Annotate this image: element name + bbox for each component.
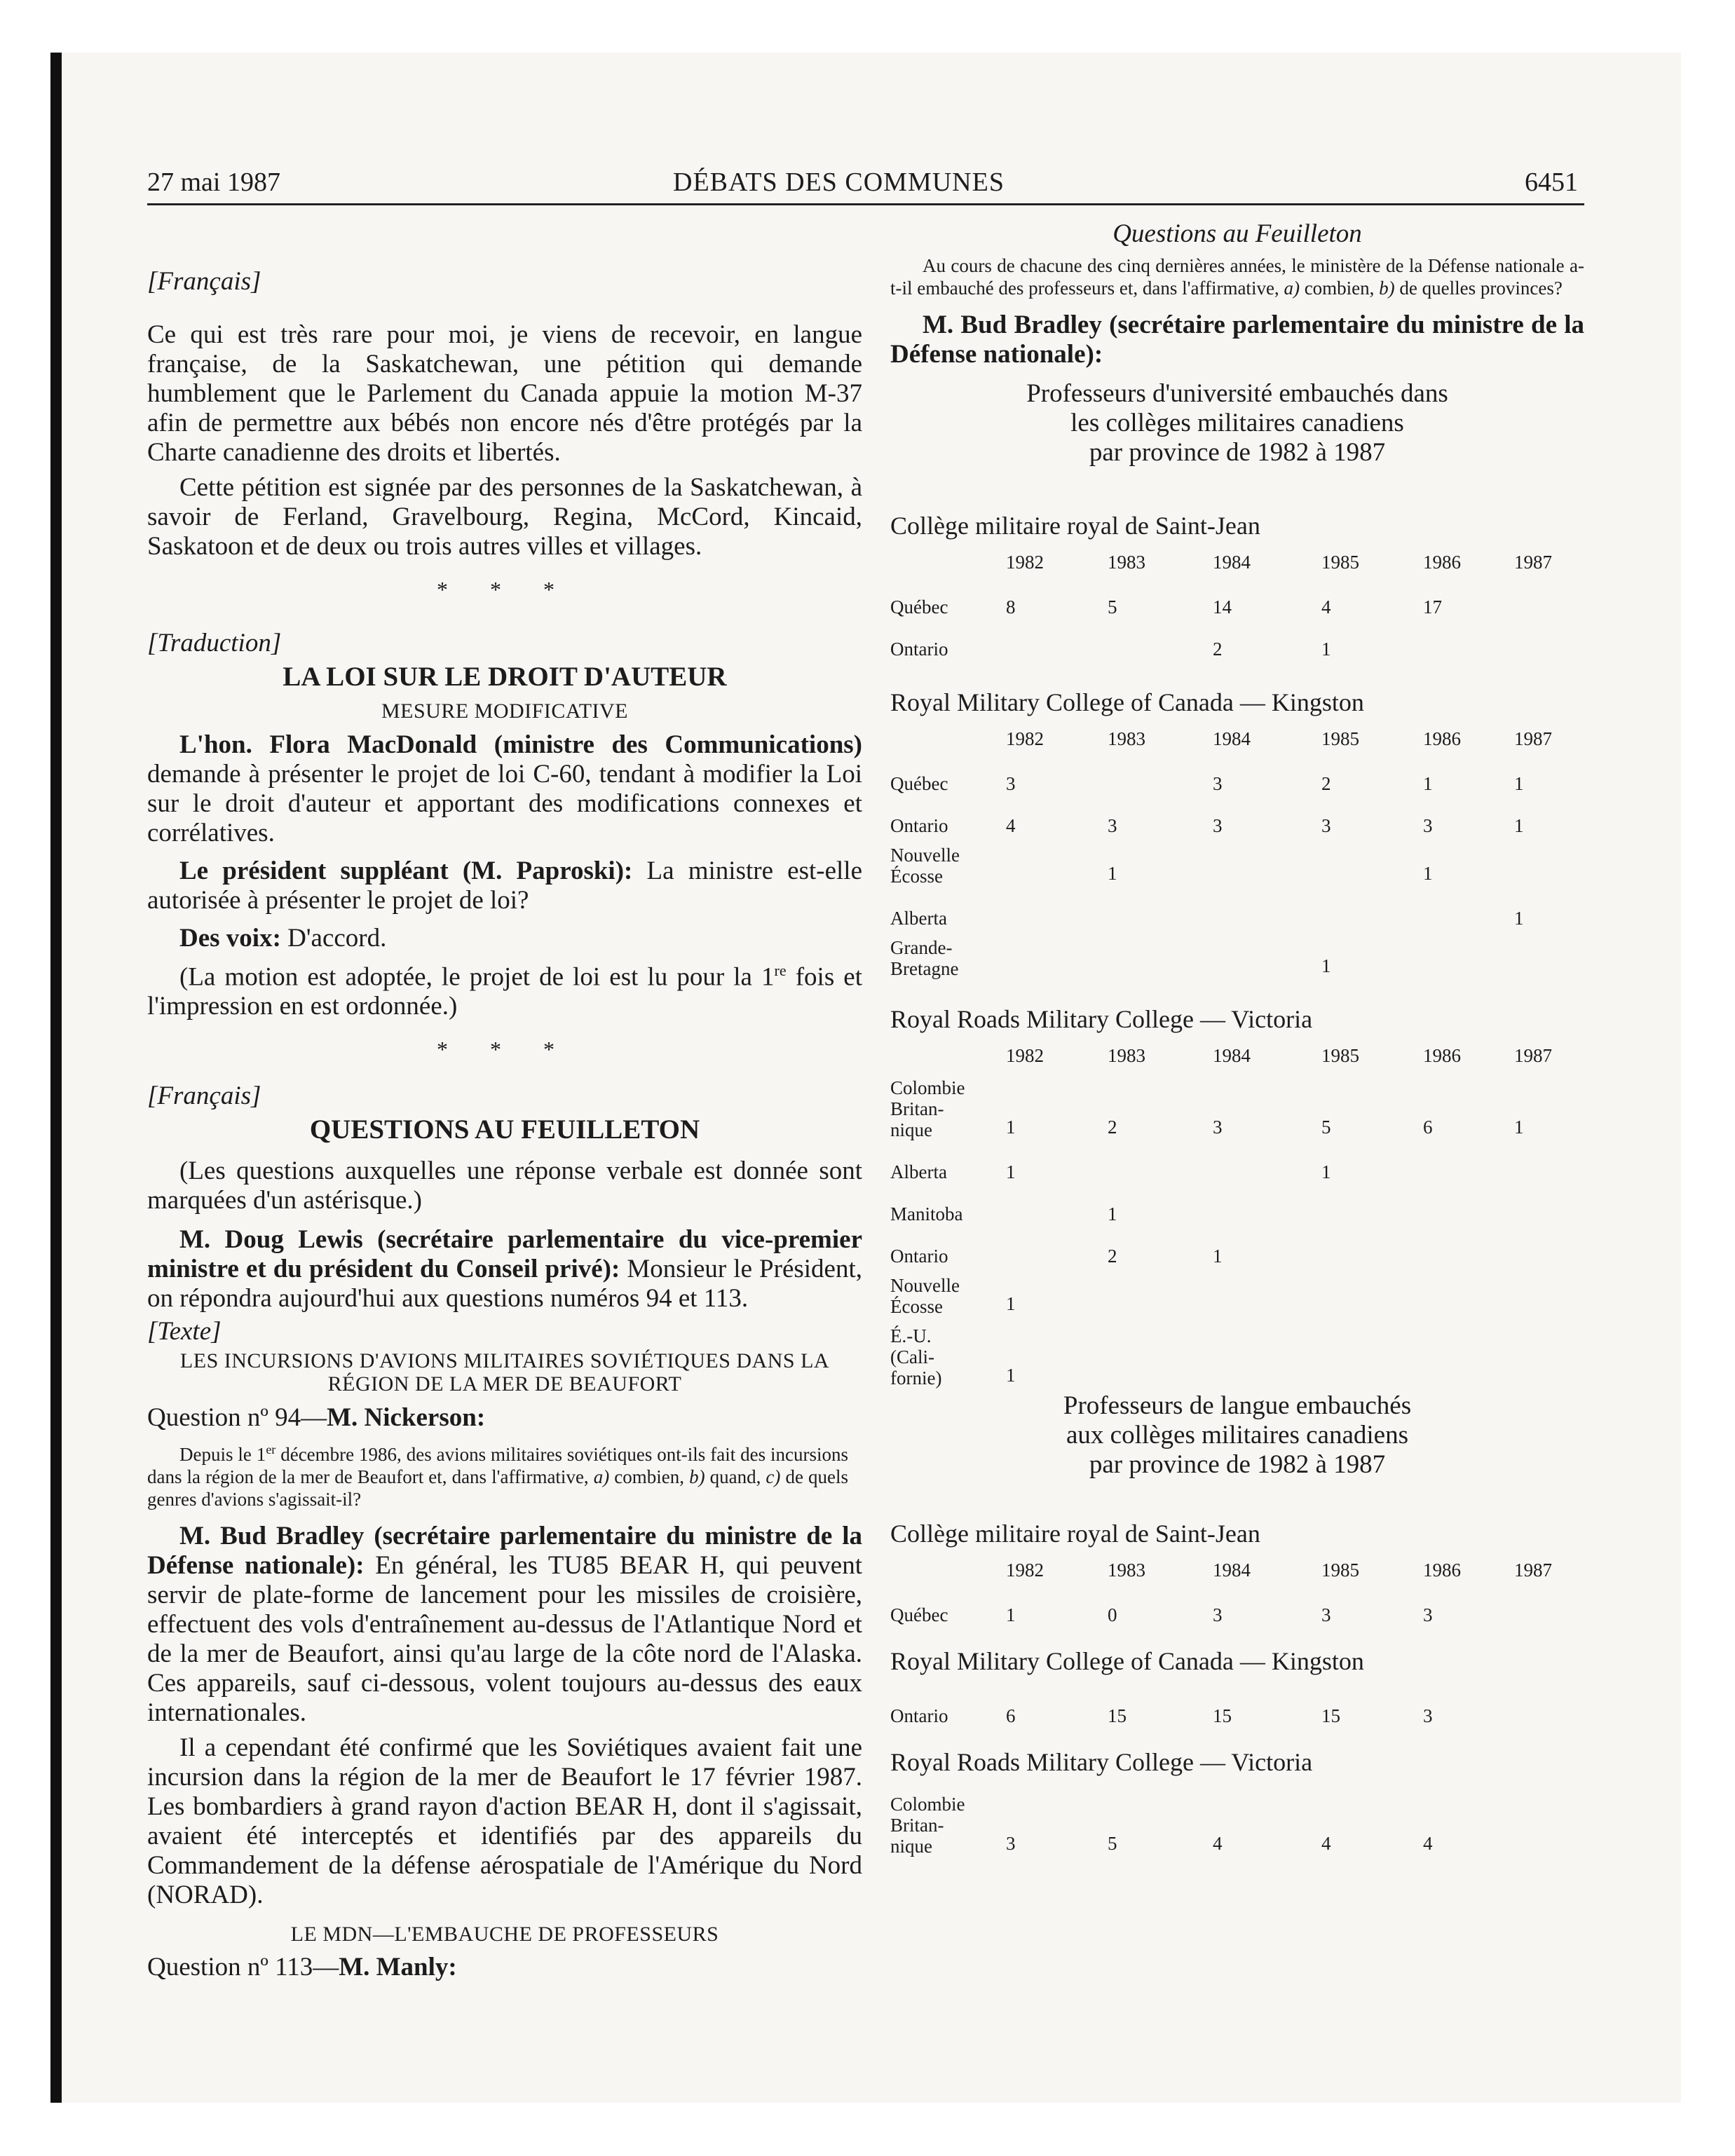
row-label: Ontario bbox=[890, 639, 948, 660]
row-label: Alberta bbox=[890, 1161, 947, 1182]
year-header: 1985 bbox=[1321, 552, 1359, 573]
questions-note: (Les questions auxquelles une réponse verbale est donnée sont marquées d'un astérisque.) bbox=[147, 1157, 862, 1215]
table-cell: 1 bbox=[1006, 1365, 1016, 1386]
row-label: Québec bbox=[890, 1604, 948, 1625]
section-separator: * * * bbox=[437, 1037, 573, 1063]
table-cell: 5 bbox=[1321, 1117, 1331, 1138]
row-label: Ontario bbox=[890, 1246, 948, 1267]
header-rule bbox=[147, 203, 1584, 205]
president-paragraph bbox=[147, 857, 862, 915]
table-row bbox=[890, 796, 1584, 836]
speech-text: La ministre est-elle autorisée à présenter le projet de loi? bbox=[147, 857, 862, 915]
language-marker-francais: [Français] bbox=[147, 1082, 261, 1111]
year-header: 1987 bbox=[1514, 1560, 1552, 1581]
year-header: 1986 bbox=[1423, 1560, 1461, 1581]
section-separator: * * * bbox=[437, 577, 573, 602]
year-header: 1984 bbox=[1213, 552, 1251, 573]
speaker-name: M. Bud Bradley (secrétaire parlementaire du ministre de la Défense nationale): bbox=[890, 311, 1584, 369]
year-header: 1986 bbox=[1423, 728, 1461, 749]
year-header-row bbox=[890, 1045, 1584, 1069]
table-l-victoria bbox=[890, 1747, 1584, 1857]
table-row bbox=[890, 1070, 1584, 1140]
language-marker-francais: [Français] bbox=[147, 267, 261, 296]
table-title: Collège militaire royal de Saint-Jean bbox=[890, 512, 1260, 540]
table-title: Royal Military College of Canada — Kingston bbox=[890, 688, 1364, 716]
header-title: DÉBATS DES COMMUNES bbox=[673, 168, 1005, 197]
table-row bbox=[890, 888, 1584, 929]
year-header: 1983 bbox=[1108, 728, 1145, 749]
year-header: 1987 bbox=[1514, 728, 1552, 749]
table-cell: 1 bbox=[1423, 863, 1433, 884]
table-cell: 1 bbox=[1514, 815, 1524, 836]
table-cell: 1 bbox=[1514, 908, 1524, 929]
table-title: Collège militaire royal de Saint-Jean bbox=[890, 1520, 1260, 1548]
table-cell: 15 bbox=[1213, 1705, 1232, 1726]
speech-text: Monsieur le Président, on répondra aujourd'hui aux questions numéros 94 et 113. bbox=[147, 1255, 863, 1314]
loi-subheading: MESURE MODIFICATIVE bbox=[381, 700, 628, 723]
table-cell: 1 bbox=[1213, 1246, 1223, 1267]
table-cell: 3 bbox=[1213, 815, 1223, 836]
right-column bbox=[890, 210, 1584, 1857]
table-row bbox=[890, 1686, 1584, 1726]
row-label: Alberta bbox=[890, 908, 947, 929]
table-cell: 14 bbox=[1213, 596, 1232, 618]
table-cell: 3 bbox=[1006, 773, 1016, 794]
speech-text: D'accord. bbox=[287, 924, 387, 953]
table-cell: 4 bbox=[1423, 1833, 1433, 1854]
table-cell: 1 bbox=[1321, 1161, 1331, 1182]
table-cell: 6 bbox=[1423, 1117, 1433, 1138]
table-l-stjean bbox=[890, 1519, 1584, 1625]
table-cell: 1 bbox=[1108, 863, 1117, 884]
language-marker-texte: [Texte] bbox=[147, 1317, 222, 1346]
row-label: Nouvelle Écosse bbox=[890, 1275, 960, 1317]
table-cell: 1 bbox=[1006, 1293, 1016, 1314]
year-header: 1983 bbox=[1108, 1560, 1145, 1581]
year-header-row bbox=[890, 1560, 1584, 1583]
scan-edge bbox=[50, 53, 62, 2103]
year-header: 1985 bbox=[1321, 1560, 1359, 1581]
row-label: Grande- Bretagne bbox=[890, 937, 959, 979]
table-cell: 3 bbox=[1423, 1604, 1433, 1625]
table-row bbox=[890, 838, 1584, 887]
year-header: 1987 bbox=[1514, 552, 1552, 573]
table-cell: 1 bbox=[1006, 1161, 1016, 1182]
year-header: 1985 bbox=[1321, 1045, 1359, 1066]
petition-signers-paragraph: Cette pétition est signée par des personnes de la Saskatchewan, à savoir de Ferland, Gravelbourg, Regina, McCord, Kincaid, Saskatoon et de deux ou trois autres villes et villages. bbox=[147, 473, 862, 561]
speaker-name: L'hon. Flora MacDonald (ministre des Communications) bbox=[179, 730, 862, 759]
row-label: Québec bbox=[890, 596, 948, 618]
table-cell: 1 bbox=[1108, 1203, 1117, 1224]
table-cell: 1 bbox=[1321, 955, 1331, 976]
header-date: 27 mai 1987 bbox=[147, 168, 280, 197]
table-cell: 4 bbox=[1213, 1833, 1223, 1854]
table-cell: 15 bbox=[1321, 1705, 1340, 1726]
year-header: 1982 bbox=[1006, 552, 1044, 573]
year-header: 1983 bbox=[1108, 552, 1145, 573]
university-table-title: Professeurs d'université embauchés dans les collèges militaires canadiens par province de 1982 à 1987 bbox=[1026, 379, 1448, 467]
table-cell: 6 bbox=[1006, 1705, 1016, 1726]
row-label: Colombie Britan- nique bbox=[890, 1794, 965, 1857]
table-u-stjean bbox=[890, 511, 1584, 660]
table-cell: 3 bbox=[1423, 815, 1433, 836]
table-u-victoria bbox=[890, 1004, 1584, 1389]
flora-paragraph bbox=[147, 730, 862, 848]
table-cell: 2 bbox=[1108, 1246, 1117, 1267]
running-head: Questions au Feuilleton bbox=[1113, 219, 1362, 248]
table-cell: 3 bbox=[1321, 1604, 1331, 1625]
year-header: 1984 bbox=[1213, 728, 1251, 749]
table-cell: 5 bbox=[1108, 596, 1117, 618]
table-cell: 1 bbox=[1423, 773, 1433, 794]
mdn-heading: LE MDN—L'EMBAUCHE DE PROFESSEURS bbox=[290, 1923, 719, 1946]
question-94-heading: Question nº 94—M. Nickerson: bbox=[147, 1403, 486, 1433]
table-cell: 3 bbox=[1006, 1833, 1016, 1854]
table-cell: 3 bbox=[1213, 1117, 1223, 1138]
question-94-text: Depuis le 1er décembre 1986, des avions militaires soviétiques ont-ils fait des incursions dans la région de la mer de Beaufort et, dans l'affirmative, a) combien, b) quand, c) de quels genres d'avions s'agissait-il? bbox=[147, 1442, 849, 1510]
table-row bbox=[890, 1184, 1584, 1224]
table-cell: 1 bbox=[1006, 1117, 1016, 1138]
language-table-title: Professeurs de langue embauchés aux collèges militaires canadiens par province de 1982 à 1987 bbox=[1063, 1391, 1412, 1479]
year-header: 1986 bbox=[1423, 552, 1461, 573]
table-row bbox=[890, 930, 1584, 979]
table-cell: 3 bbox=[1321, 815, 1331, 836]
table-row bbox=[890, 619, 1584, 660]
row-label: Manitoba bbox=[890, 1203, 963, 1224]
table-cell: 8 bbox=[1006, 596, 1016, 618]
table-row bbox=[890, 1585, 1584, 1625]
table-l-kingston bbox=[890, 1646, 1584, 1726]
table-cell: 1 bbox=[1514, 773, 1524, 794]
speaker-name: M. Doug Lewis (secrétaire parlementaire du vice-premier ministre et du président du Conseil privé): bbox=[147, 1225, 862, 1284]
lewis-paragraph bbox=[147, 1225, 862, 1314]
table-cell: 3 bbox=[1213, 773, 1223, 794]
year-header: 1982 bbox=[1006, 1560, 1044, 1581]
table-row bbox=[890, 577, 1584, 618]
table-cell: 2 bbox=[1213, 639, 1223, 660]
table-cell: 3 bbox=[1213, 1604, 1223, 1625]
bradley-answer-paragraph bbox=[147, 1522, 862, 1728]
table-title: Royal Roads Military College — Victoria bbox=[890, 1005, 1313, 1033]
table-cell: 3 bbox=[1108, 815, 1117, 836]
table-row bbox=[890, 1787, 1584, 1857]
table-row bbox=[890, 1318, 1584, 1389]
table-cell: 4 bbox=[1321, 1833, 1331, 1854]
left-column bbox=[147, 210, 862, 1982]
table-row bbox=[890, 1142, 1584, 1182]
incursions-heading: LES INCURSIONS D'AVIONS MILITAIRES SOVIÉTIQUES DANS LA RÉGION DE LA MER DE BEAUFORT bbox=[179, 1349, 830, 1396]
row-label: Nouvelle Écosse bbox=[890, 845, 960, 887]
year-header: 1985 bbox=[1321, 728, 1359, 749]
table-cell: 1 bbox=[1006, 1604, 1016, 1625]
row-label: Colombie Britan- nique bbox=[890, 1077, 965, 1140]
table-cell: 1 bbox=[1514, 1117, 1524, 1138]
table-cell: 2 bbox=[1108, 1117, 1117, 1138]
speaker-name: M. Bud Bradley (secrétaire parlementaire du ministre de la Défense nationale): bbox=[147, 1522, 862, 1581]
year-header: 1984 bbox=[1213, 1045, 1251, 1066]
table-cell: 1 bbox=[1321, 639, 1331, 660]
year-header: 1983 bbox=[1108, 1045, 1145, 1066]
questions-heading: QUESTIONS AU FEUILLETON bbox=[309, 1114, 700, 1145]
table-cell: 2 bbox=[1321, 773, 1331, 794]
table-cell: 0 bbox=[1108, 1604, 1117, 1625]
speech-text: demande à présenter le projet de loi C-60, tendant à modifier la Loi sur le droit d'auteur et apportant des modifications connexes et corrélatives. bbox=[147, 760, 862, 847]
question-113-text: Au cours de chacune des cinq dernières années, le ministère de la Défense nationale a-t-il embauché des professeurs et, dans l'affirmative, a) combien, b) de quelles provinces? bbox=[890, 255, 1584, 299]
table-title: Royal Military College of Canada — Kingston bbox=[890, 1647, 1364, 1675]
year-header: 1982 bbox=[1006, 1045, 1044, 1066]
motion-paragraph: (La motion est adoptée, le projet de loi est lu pour la 1re fois et l'impression en est ordonnée.) bbox=[147, 962, 863, 1021]
speaker-name: Le président suppléant (M. Paproski): bbox=[179, 857, 633, 885]
petition-paragraph: Ce qui est très rare pour moi, je viens de recevoir, en langue française, de la Saskatchewan, une pétition qui demande humblement que le Parlement du Canada appuie la motion M-37 afin de permettre aux bébés non encore nés d'être protégés par la Charte canadienne des droits et libertés. bbox=[147, 320, 862, 467]
speech-text: En général, les TU85 BEAR H, qui peuvent servir de plate-forme de lancement pour les missiles de croisière, effectuent des vols d'entraînement au-dessus de l'Atlantique Nord et de la mer de Beaufort, ainsi qu'au large de la côte nord de l'Alaska. Ces appareils, sauf ci-dessous, volent toujours au-dessus des eaux internationales. bbox=[147, 1551, 863, 1728]
table-cell: 4 bbox=[1321, 596, 1331, 618]
year-header: 1982 bbox=[1006, 728, 1044, 749]
language-marker-traduction: [Traduction] bbox=[147, 629, 282, 657]
year-header: 1984 bbox=[1213, 1560, 1251, 1581]
year-header-row bbox=[890, 552, 1584, 575]
table-cell: 17 bbox=[1423, 596, 1442, 618]
table-row bbox=[890, 1268, 1584, 1317]
row-label: Ontario bbox=[890, 1705, 948, 1726]
year-header: 1987 bbox=[1514, 1045, 1552, 1066]
row-label: Ontario bbox=[890, 815, 948, 836]
header-page-number: 6451 bbox=[1525, 168, 1578, 197]
row-label: É.-U. (Cali- fornie) bbox=[890, 1325, 942, 1389]
table-cell: 5 bbox=[1108, 1833, 1117, 1854]
table-row bbox=[890, 1226, 1584, 1267]
loi-heading: LA LOI SUR LE DROIT D'AUTEUR bbox=[283, 662, 727, 692]
table-title: Royal Roads Military College — Victoria bbox=[890, 1748, 1313, 1776]
bradley-answer-heading bbox=[890, 311, 1584, 369]
table-cell: 3 bbox=[1423, 1705, 1433, 1726]
table-cell: 4 bbox=[1006, 815, 1016, 836]
bradley-answer-paragraph-2: Il a cependant été confirmé que les Soviétiques avaient fait une incursion dans la région de la mer de Beaufort le 17 février 1987. Les bombardiers à grand rayon d'action BEAR H, dont il s'agissait, avaient été interceptés et identifiés par des appareils du Commandement de la défense aérospatiale de l'Amérique du Nord (NORAD). bbox=[147, 1733, 862, 1910]
voices-paragraph bbox=[147, 924, 862, 953]
year-header: 1986 bbox=[1423, 1045, 1461, 1066]
year-header-row bbox=[890, 728, 1584, 752]
table-cell: 15 bbox=[1108, 1705, 1127, 1726]
table-u-kingston bbox=[890, 688, 1584, 979]
row-label: Québec bbox=[890, 773, 948, 794]
table-row bbox=[890, 753, 1584, 794]
speaker-name: Des voix: bbox=[179, 924, 281, 953]
question-113-heading: Question nº 113—M. Manly: bbox=[147, 1953, 457, 1982]
